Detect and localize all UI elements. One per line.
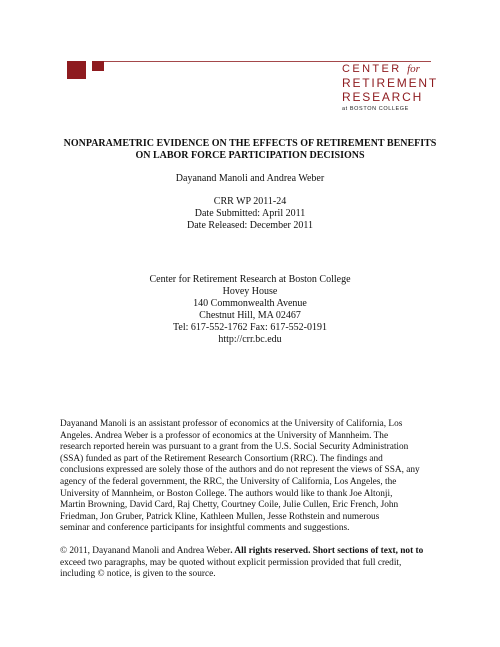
- copyright-line: including © notice, is given to the source.: [60, 569, 216, 580]
- working-paper-number: CRR WP 2011-24: [213, 196, 287, 207]
- about-line: Martin Browning, David Card, Raj Chetty, Courtney Coile, Julie Cullen, Eric French, John: [60, 500, 399, 511]
- about-line: Angeles. Andrea Weber is a professor of economics at the University of Mannheim. The: [60, 430, 389, 441]
- logo-square-small: [92, 61, 104, 71]
- copyright-holders: © 2011, Dayanand Manoli and Andrea Weber: [60, 546, 231, 556]
- about-line: Friedman, Jon Gruber, Patrick Kline, Kathleen Mullen, Jesse Rothstein and numerous: [60, 511, 380, 522]
- logo-center-word: CENTER: [342, 63, 402, 75]
- about-line: Dayanand Manoli is an assistant professor of economics at the University of California, Los: [60, 419, 403, 429]
- copyright-line: exceed two paragraphs, may be quoted without explicit permission provided that full credit,: [60, 557, 402, 568]
- about-line: seminar and conference participants for insightful comments and suggestions.: [60, 523, 350, 534]
- address-building: Hovey House: [222, 286, 278, 297]
- about-line: research reported herein was pursuant to a grant from the U.S. Social Security Administration: [60, 442, 409, 453]
- logo-research-word: RESEARCH: [342, 90, 424, 104]
- logo-for-word: for: [407, 63, 420, 75]
- paper-title-line-1: NONPARAMETRIC EVIDENCE ON THE EFFECTS OF RETIREMENT BENEFITS: [63, 138, 437, 149]
- about-paragraph: [60, 419, 442, 535]
- address-organization: Center for Retirement Research at Boston College: [149, 274, 351, 285]
- logo-subtitle: at BOSTON COLLEGE: [342, 106, 409, 112]
- crr-logo: [342, 63, 442, 112]
- logo-square-large: [67, 61, 86, 79]
- address-street: 140 Commonwealth Avenue: [193, 298, 307, 309]
- about-line: University of Mannheim, or Boston College. The authors would like to thank Joe Altonji,: [60, 488, 393, 499]
- address-city: Chestnut Hill, MA 02467: [199, 310, 301, 321]
- header-rule: [104, 61, 431, 62]
- address-url[interactable]: http://crr.bc.edu: [218, 334, 282, 345]
- copyright-paragraph: [60, 546, 442, 581]
- about-line: (SSA) funded as part of the Retirement Research Consortium (RRC). The findings and: [60, 453, 383, 464]
- about-line: agency of the federal government, the RRC, the University of California, Los Angeles, the: [60, 476, 397, 487]
- date-submitted: Date Submitted: April 2011: [194, 208, 306, 219]
- paper-authors: Dayanand Manoli and Andrea Weber: [175, 173, 325, 184]
- about-line: conclusions expressed are solely those of the authors and do not represent the views of SSA, any: [60, 465, 420, 476]
- paper-title-line-2: ON LABOR FORCE PARTICIPATION DECISIONS: [135, 150, 365, 161]
- logo-retirement-word: RETIREMENT: [342, 76, 438, 90]
- copyright-rights: . All rights reserved. Short sections of text, not to: [230, 546, 424, 556]
- date-released: Date Released: December 2011: [187, 220, 313, 231]
- address-phone-fax: Tel: 617-552-1762 Fax: 617-552-0191: [172, 322, 327, 333]
